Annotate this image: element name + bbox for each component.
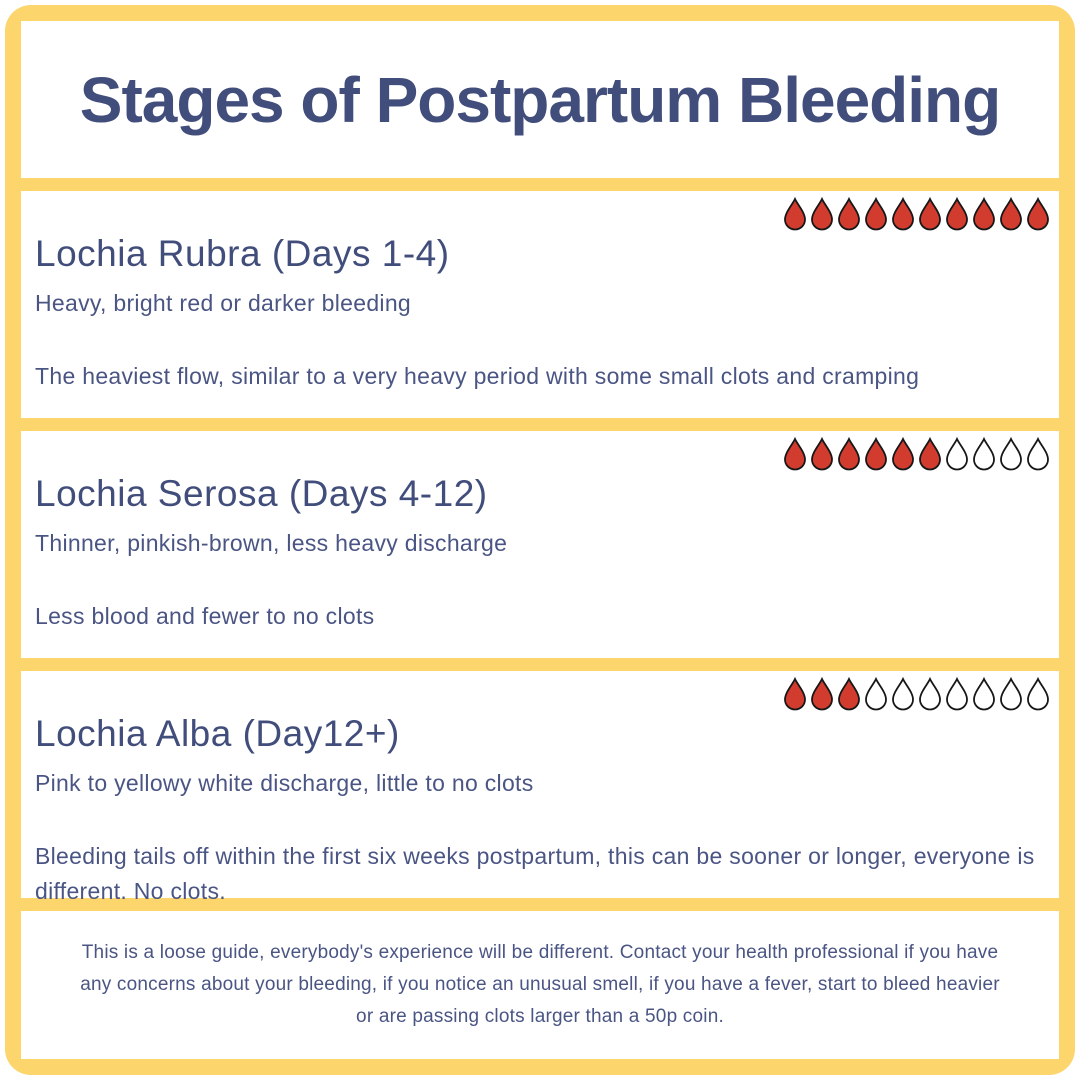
- blood-drop-icon-empty: [971, 437, 997, 472]
- yellow-frame: [5, 5, 1075, 1075]
- blood-drop-icon-filled: [809, 677, 835, 712]
- blood-drop-icon-filled: [917, 437, 943, 472]
- blood-drops-meter-serosa: [782, 437, 1051, 472]
- blood-drop-icon-filled: [782, 197, 808, 232]
- blood-drop-icon-filled: [890, 437, 916, 472]
- footer-note: This is a loose guide, everybody's experience will be different. Contact your health professional if you have any concerns about your bleeding, if you notice an unusual smell, if you have a fever, start to bleed heavier or are passing clots larger than a 50p coin.: [80, 942, 1000, 1027]
- blood-drop-icon-filled: [836, 437, 862, 472]
- blood-drop-icon-filled: [863, 197, 889, 232]
- blood-drop-icon-filled: [809, 197, 835, 232]
- blood-drop-icon-filled: [944, 197, 970, 232]
- blood-drop-icon-filled: [890, 197, 916, 232]
- title-card: [21, 21, 1059, 178]
- page-title: Stages of Postpartum Bleeding: [79, 63, 1001, 136]
- blood-drops-meter-rubra: [782, 197, 1051, 232]
- stage-description-serosa: Less blood and fewer to no clots: [35, 603, 375, 629]
- stage-heading-serosa: Lochia Serosa (Days 4-12): [35, 473, 488, 514]
- blood-drop-icon-empty: [971, 677, 997, 712]
- blood-drop-icon-filled: [836, 677, 862, 712]
- blood-drop-icon-filled: [782, 437, 808, 472]
- blood-drop-icon-filled: [971, 197, 997, 232]
- stage-heading-rubra: Lochia Rubra (Days 1-4): [35, 233, 450, 274]
- blood-drop-icon-empty: [998, 677, 1024, 712]
- stage-card-alba: [21, 671, 1059, 904]
- footer-card: [21, 911, 1059, 1059]
- blood-drop-icon-filled: [1025, 197, 1051, 232]
- blood-drop-icon-filled: [863, 437, 889, 472]
- stage-description-rubra: The heaviest flow, similar to a very heavy period with some small clots and cramping: [35, 363, 920, 389]
- stage-subtitle-alba: Pink to yellowy white discharge, little to no clots: [35, 770, 534, 796]
- stage-description-alba: Bleeding tails off within the first six weeks postpartum, this can be sooner or longer, everyone is different. No clots.: [35, 843, 1035, 904]
- blood-drop-icon-empty: [944, 677, 970, 712]
- stage-subtitle-rubra: Heavy, bright red or darker bleeding: [35, 290, 412, 316]
- blood-drop-icon-filled: [917, 197, 943, 232]
- stage-card-rubra: [21, 191, 1059, 418]
- blood-drop-icon-empty: [917, 677, 943, 712]
- stage-heading-alba: Lochia Alba (Day12+): [35, 713, 400, 754]
- blood-drop-icon-filled: [809, 437, 835, 472]
- stage-subtitle-serosa: Thinner, pinkish-brown, less heavy discharge: [35, 530, 508, 556]
- blood-drop-icon-empty: [1025, 437, 1051, 472]
- blood-drops-meter-alba: [782, 677, 1051, 712]
- blood-drop-icon-filled: [782, 677, 808, 712]
- stage-card-serosa: [21, 431, 1059, 658]
- blood-drop-icon-filled: [836, 197, 862, 232]
- blood-drop-icon-empty: [863, 677, 889, 712]
- blood-drop-icon-empty: [998, 437, 1024, 472]
- blood-drop-icon-empty: [944, 437, 970, 472]
- blood-drop-icon-empty: [1025, 677, 1051, 712]
- blood-drop-icon-empty: [890, 677, 916, 712]
- blood-drop-icon-filled: [998, 197, 1024, 232]
